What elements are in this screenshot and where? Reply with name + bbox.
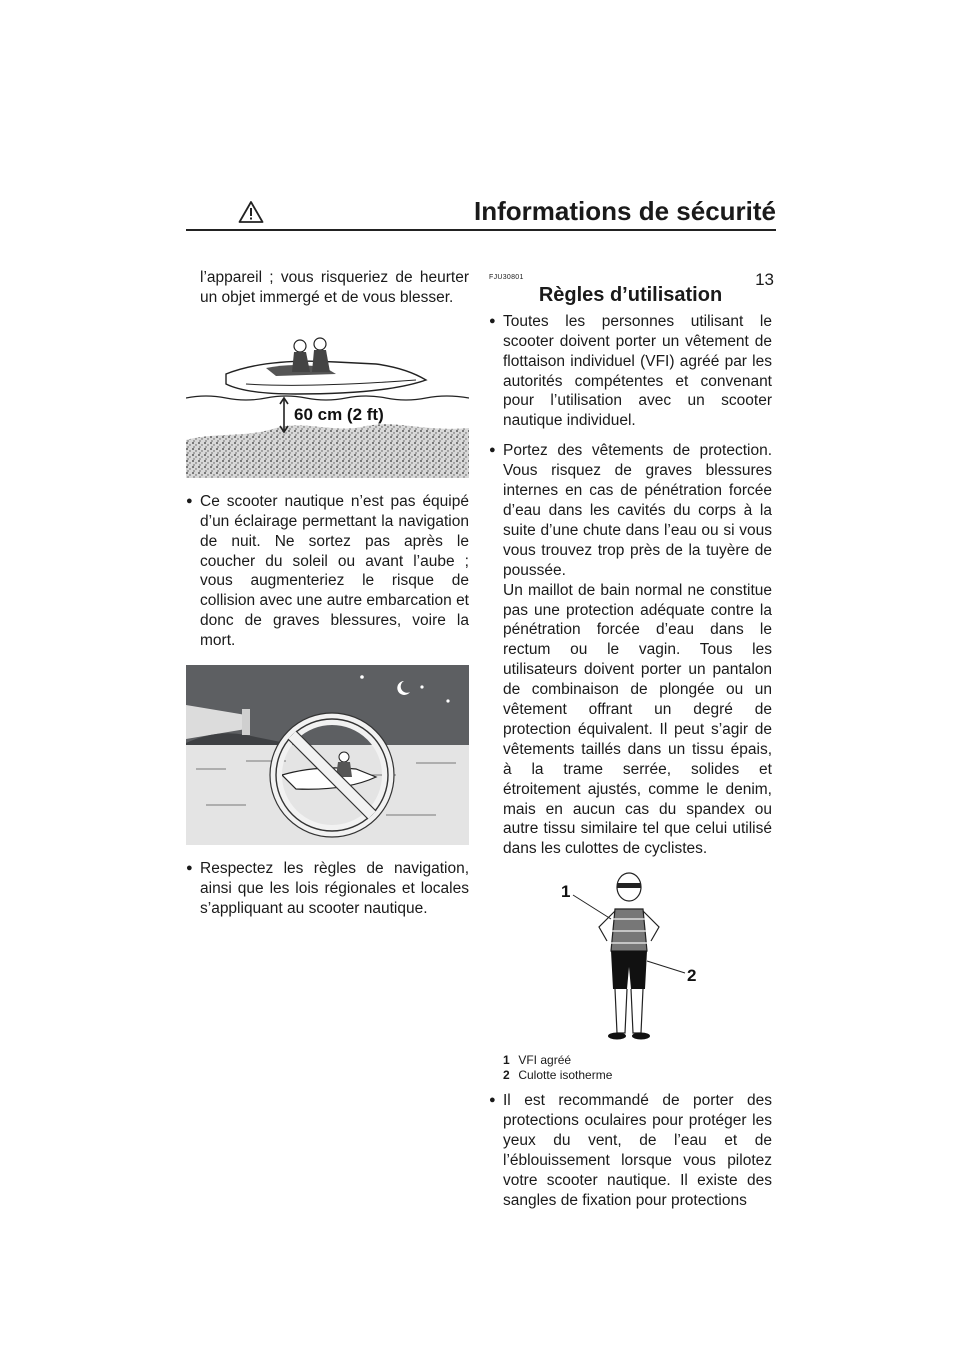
no-night-riding-illustration [186, 665, 469, 845]
caption-item: 2 Culotte isotherme [503, 1068, 613, 1083]
bullet-icon: ● [489, 444, 496, 457]
list-item: ● Ce scooter nautique n’est pas équipé d’un éclairage permettant la navigation de nuit. Ne sortez pas après le coucher du soleil ou avant l’aube ; vous augmenteriez le risque de collision avec une autre embarcation et donc de graves blessures, voire la mort. [186, 492, 469, 650]
reference-code: FJU30801 [489, 274, 524, 281]
paragraph: Un maillot de bain normal ne constitue pas une protection adéquate contre la pénétration forcée d’eau dans le rectum ou le vagin. Tous les utilisateurs doivent porter un pantalon de combinaison de plongée ou un vêtement offrant un degré de protection équivalent. Il peut s’agir de vêtements taillés dans un tissu épais, à la trame serrée, solides et étroitement ajustés, comme le denim, mais en aucun cas du spandex ou autre tissu similaire tel que celui utilisé dans les culottes de cyclistes. [503, 581, 772, 858]
right-column [489, 268, 772, 1221]
bullet-icon: ● [186, 494, 193, 507]
list-item: ● Il est recommandé de porter des protections oculaires pour protéger les yeux du vent, de l’eau et de l’éblouissement lorsque vous pilotez votre scooter nautique. Il existe des sangles de fixation pour protections [489, 1092, 772, 1209]
section-title: Règles d’utilisation [538, 283, 723, 306]
list-item: ● Toutes les personnes utilisant le scooter doivent porter un vêtement de flottaison individuel (VFI) agréé par les autorités compétentes et convenant pour l’utilisation avec un scooter nautique individuel. [489, 312, 772, 430]
caption-item: 1 VFI agréé [503, 1053, 572, 1068]
callout-2: 2 [687, 966, 697, 986]
pfd-figure [489, 871, 772, 1051]
clearance-figure [186, 328, 469, 478]
bullet-icon: ● [186, 862, 193, 875]
list-item: ● Respectez les règles de navigation, ainsi que les lois régionales et locales s’appliquant au scooter nautique. [186, 860, 469, 917]
callout-1: 1 [561, 882, 571, 902]
night-navigation-figure [186, 665, 469, 845]
person-with-life-vest-illustration [489, 871, 772, 1051]
paragraph: l’appareil ; vous risqueriez de heurter un objet immergé et de vous blesser. [200, 269, 469, 306]
bullet-icon: ● [489, 314, 496, 327]
list-item: ● Portez des vêtements de protection. Vous risquez de graves blessures internes en cas de pénétration forcée d’eau dans les cavités du corps à la suite d’une chute dans l’eau ou si vous vous trouvez trop près de la tuyère de poussée. [489, 442, 772, 579]
figure-caption [489, 1053, 772, 1083]
left-column [186, 268, 469, 929]
warning-triangle-icon [238, 200, 264, 224]
header-divider [186, 229, 776, 231]
clearance-label: 60 cm (2 ft) [294, 404, 384, 424]
bullet-icon: ● [489, 1094, 496, 1107]
page-number: 13 [755, 270, 774, 289]
page-header [186, 196, 776, 226]
jet-ski-clearance-illustration [186, 328, 469, 478]
page-title: Informations de sécurité [474, 196, 776, 226]
